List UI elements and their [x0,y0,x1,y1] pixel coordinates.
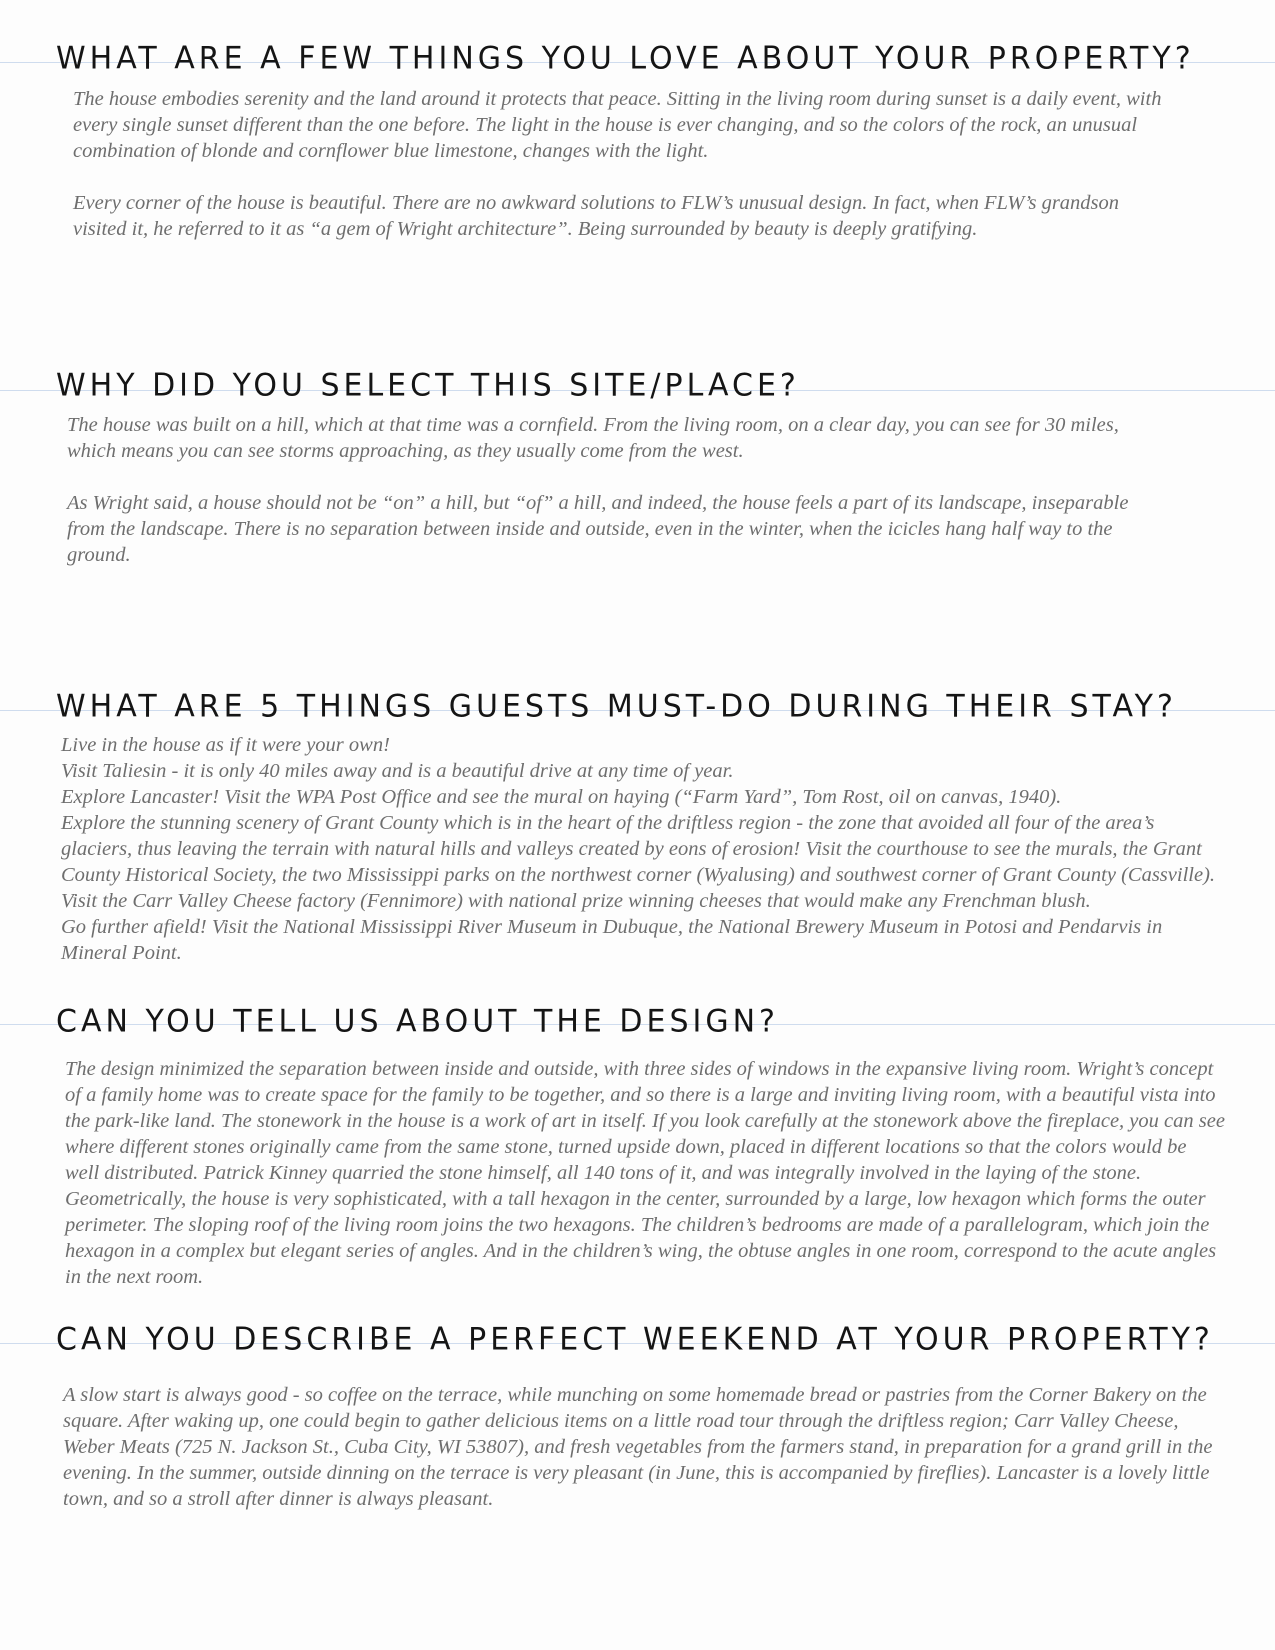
answer-select-site [67,412,1157,568]
list-item: Explore Lancaster! Visit the WPA Post Office and see the mural on haying (“Farm Yard”, Tom Rost, oil on canvas, 1940). [61,786,1062,808]
question-perfect-weekend: CAN YOU DESCRIBE A PERFECT WEEKEND AT YOUR PROPERTY? [56,1321,1214,1358]
list-item: Live in the house as if it were your own! [61,734,390,756]
answer-design [65,1056,1225,1290]
answer-love-property [73,86,1163,242]
question-design: CAN YOU TELL US ABOUT THE DESIGN? [56,1003,779,1040]
question-love-property: WHAT ARE A FEW THINGS YOU LOVE ABOUT YOUR PROPERTY? [56,40,1195,77]
answer-paragraph: The house was built on a hill, which at that time was a cornfield. From the living room, on a clear day, you can see for 30 miles, which means you can see storms approaching, as they usually come from the west. [67,414,1119,462]
answer-perfect-weekend [63,1382,1213,1512]
must-do-list [61,732,1216,966]
answer-paragraph: The house embodies serenity and the land around it protects that peace. Sitting in the living room during sunset is a daily event, with every single sunset different than the one before. The light in the house is ever changing, and so the colors of the rock, an unusual combination of blonde and cornflower blue limestone, changes with the light. [73,88,1162,162]
answer-paragraph: A slow start is always good - so coffee on the terrace, while munching on some homemade bread or pastries from the Corner Bakery on the square. After waking up, one could begin to gather delicious items on a little road tour through the driftless region; Carr Valley Cheese, Weber Meats (725 N. Jackson St., Cuba City, WI 53807), and fresh vegetables from the farmers stand, in preparation for a grand grill in the evening. In the summer, outside dinning on the terrace is very pleasant (in June, this is accompanied by fireflies). Lancaster is a lovely little town, and so a stroll after dinner is always pleasant. [63,1384,1213,1510]
list-item: Go further afield! Visit the National Mississippi River Museum in Dubuque, the National Brewery Museum in Potosi and Pendarvis in Mineral Point. [61,916,1163,964]
answer-paragraph: The design minimized the separation between inside and outside, with three sides of windows in the expansive living room. Wright’s concept of a family home was to create space for the family to be together, and so there is a large and inviting living room, with a beautiful vista into the park-like land. The stonework in the house is a work of art in itself. If you look carefully at the stonework above the fireplace, you can see where different stones originally came from the same stone, turned upside down, placed in different locations so that the colors would be well distributed. Patrick Kinney quarried the stone himself, all 140 tons of it, and was integrally involved in the laying of the stone. Geometrically, the house is very sophisticated, with a tall hexagon in the center, surrounded by a large, low hexagon which forms the outer perimeter. The sloping roof of the living room joins the two hexagons. The children’s bedrooms are made of a parallelogram, which join the hexagon in a complex but elegant series of angles. And in the children’s wing, the obtuse angles in one room, correspond to the acute angles in the next room. [65,1058,1225,1288]
question-must-do: WHAT ARE 5 THINGS GUESTS MUST-DO DURING THEIR STAY? [56,688,1177,725]
question-select-site: WHY DID YOU SELECT THIS SITE/PLACE? [56,367,800,404]
answer-must-do [61,732,1216,966]
list-item: Explore the stunning scenery of Grant County which is in the heart of the driftless region - the zone that avoided all four of the area’s glaciers, thus leaving the terrain with natural hills and valleys created by eons of erosion! Visit the courthouse to see the murals, the Grant County Historical Society, the two Mississippi parks on the northwest corner (Wyalusing) and southwest corner of Grant County (Cassville). Visit the Carr Valley Cheese factory (Fennimore) with national prize winning cheeses that would make any Frenchman blush. [61,812,1216,912]
answer-paragraph: As Wright said, a house should not be “on” a hill, but “of” a hill, and indeed, the house feels a part of its landscape, inseparable from the landscape. There is no separation between inside and outside, even in the winter, when the icicles hang half way to the ground. [67,492,1129,566]
answer-paragraph: Every corner of the house is beautiful. There are no awkward solutions to FLW’s unusual design. In fact, when FLW’s grandson visited it, he referred to it as “a gem of Wright architecture”. Being surrounded by beauty is deeply gratifying. [73,192,1120,240]
list-item: Visit Taliesin - it is only 40 miles away and is a beautiful drive at any time of year. [61,760,734,782]
